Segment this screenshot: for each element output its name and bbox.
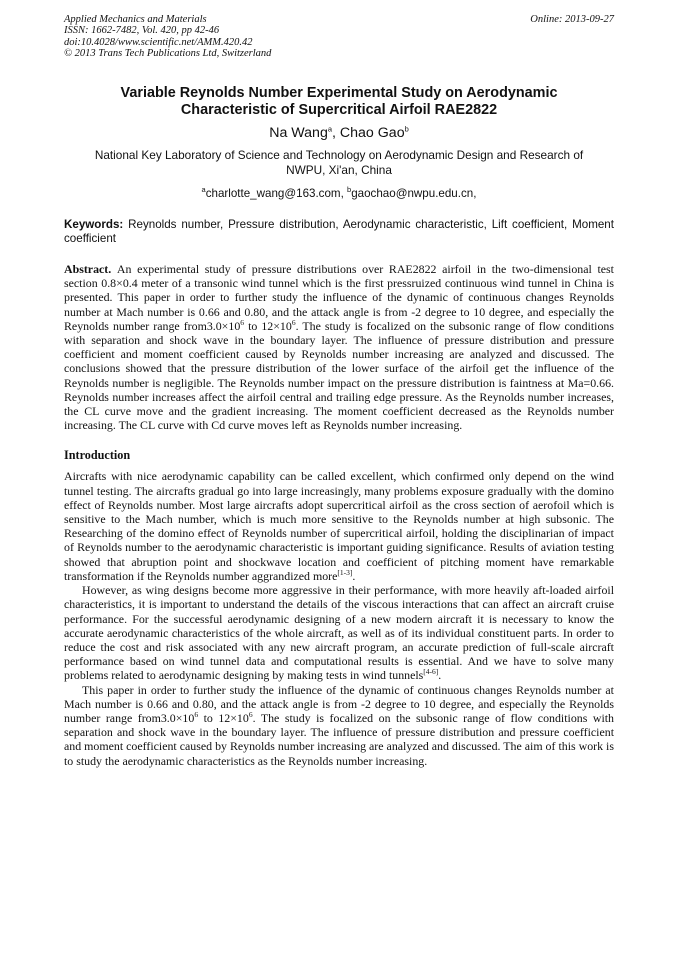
doi-line: doi:10.4028/www.scientific.net/AMM.420.42 <box>64 36 253 48</box>
paragraph-text: However, as wing designs become more aggressive in their performance, with more heavily aft-loaded airfoil characteristics, it is important to understand the details of the viscous interactions that can affect an aircraft cruise performance. For the successful aerodynamic designing of a new modern aircraft it is necessary to know the accurate aerodynamic characteristics of the whole aircraft, as well as of its individual constituent parts. In order to reduce the cost and risk associated with any new aircraft program, an accurate prediction of full-scale aircraft performance based on wind tunnel data and computational results is essential. And we have to solve many problems related to aerodynamic designing by making tests in wind tunnels <box>64 583 614 683</box>
abstract-text-2: . The study is focalized on the subsonic range of flow conditions with separation and shock wave in the boundary layer. The influence of pressure distribution and pressure coefficient and moment coefficient caused by Reynolds number increasing are analyzed and discussed. The conclusions showed that the pressure distribution of the lower surface of the airfoil get the influence of the Reynolds number is negligible. The Reynolds number impact on the pressure distribution is faintness at Ma=0.66. Reynolds number increases affect the airfoil central and trailing edge pressure. As the Reynolds number increases, the CL curve move and the gradient increasing. The moment coefficient decreased as the Reynolds number increasing. The CL curve with Cd curve moves left as Reynolds number increasing. <box>64 318 614 433</box>
exponent: 6 <box>248 709 253 719</box>
paragraph-text: . The study is focalized on the subsonic range of flow conditions with separation and shock wave in the boundary layer. The influence of pressure distribution and pressure coefficient and moment coefficient caused by Reynolds number increasing are analyzed and discussed. The aim of this work is to study the aerodynamic characteristics as the Reynolds number increasing. <box>64 710 614 768</box>
journal-header <box>64 14 614 60</box>
paragraph-end: . <box>352 568 356 583</box>
online-date: Online: 2013-09-27 <box>530 14 614 25</box>
keywords <box>64 218 614 246</box>
keywords-label: Keywords: <box>64 217 124 231</box>
email-mark: b <box>347 184 352 194</box>
issn-line: ISSN: 1662-7482, Vol. 420, pp 42-46 <box>64 25 220 37</box>
abstract-text-1: An experimental study of pressure distributions over RAE2822 airfoil in the two-dimensional test section 0.8×0.4 meter of a transonic wind tunnel which is the first pressruized continuous wind tunnel in China is presented. This paper in order to further study the influence of the dynamic of continuous changes Reynolds number at Mach number is 0.66 and 0.80, and the attack angle is from -2 degree to 10 degree, and especially the Reynolds number range from3.0×10 <box>64 262 614 333</box>
introduction-body <box>64 469 614 767</box>
intro-paragraph-2 <box>64 583 614 682</box>
affiliation-line-1: National Key Laboratory of Science and Technology on Aerodynamic Design and Research of <box>94 147 584 162</box>
author-mark: b <box>404 123 409 133</box>
title-line-2: Characteristic of Supercritical Airfoil RAE2822 <box>180 102 498 119</box>
paper-page <box>64 14 614 768</box>
author-mark: a <box>327 123 333 133</box>
abstract <box>64 262 614 432</box>
exponent: 6 <box>291 317 296 327</box>
citation: [1-3] <box>337 567 353 577</box>
author-name: Chao Gao <box>339 124 405 141</box>
citation: [4-6] <box>423 667 439 677</box>
affiliation-line-2: NWPU, Xi'an, China <box>286 163 392 178</box>
paper-title <box>64 85 614 120</box>
abstract-text-mid: to 12×10 <box>244 318 292 333</box>
paragraph-end: . <box>438 668 442 683</box>
intro-paragraph-3 <box>64 683 614 768</box>
journal-name: Applied Mechanics and Materials <box>64 14 207 25</box>
paragraph-text: This paper in order to further study the influence of the dynamic of continuous changes Reynolds number at Mach number is 0.66 and 0.80, and the attack angle is from -2 degree to 10 degree, and especially the Reynolds number range from3.0×10 <box>64 682 614 725</box>
affiliation <box>64 148 614 179</box>
email-address: gaochao@nwpu.edu.cn, <box>351 186 477 200</box>
author-name: Na Wang <box>269 124 328 141</box>
title-line-1: Variable Reynolds Number Experimental Study on Aerodynamic <box>120 84 558 101</box>
author-emails <box>64 186 614 201</box>
exponent: 6 <box>194 709 199 719</box>
paragraph-text: Aircrafts with nice aerodynamic capability can be called excellent, which confirmed only depend on the wind tunnel testing. The aircrafts gradual go into large increasingly, many problems exposure gradually with the domino effect of Reynolds number. Most large aircrafts adopt supercritical airfoil as the cross section of aerofoil which is sensitive to the Mach number, which is much more sensitive to the Reynolds number at high subsonic. The Researching of the domino effect of Reynolds number of supercritical airfoil, holding the disciplinarian of impact of Reynolds number to the aerodynamic characteristic is important guiding significance. Results of aviation testing showed that abruption point and shockwave location and coefficient of pitching moment have remarkable transformation if the Reynolds number aggrandized more <box>64 469 614 583</box>
copyright-line: © 2013 Trans Tech Publications Ltd, Switzerland <box>64 48 272 60</box>
author-list: Na Wang$^a$, Chao Gao$^b$ <box>269 123 409 141</box>
exponent: 6 <box>240 317 245 327</box>
intro-paragraph-1 <box>64 469 614 583</box>
abstract-label: Abstract. <box>64 262 112 277</box>
keywords-text: Reynolds number, Pressure distribution, Aerodynamic characteristic, Lift coefficient, Moment coefficient <box>64 217 614 245</box>
introduction-heading: Introduction <box>64 448 131 463</box>
email-address: charlotte_wang@163.com, <box>205 186 344 200</box>
paragraph-text: to 12×10 <box>198 710 249 725</box>
email-mark: a <box>201 184 206 194</box>
